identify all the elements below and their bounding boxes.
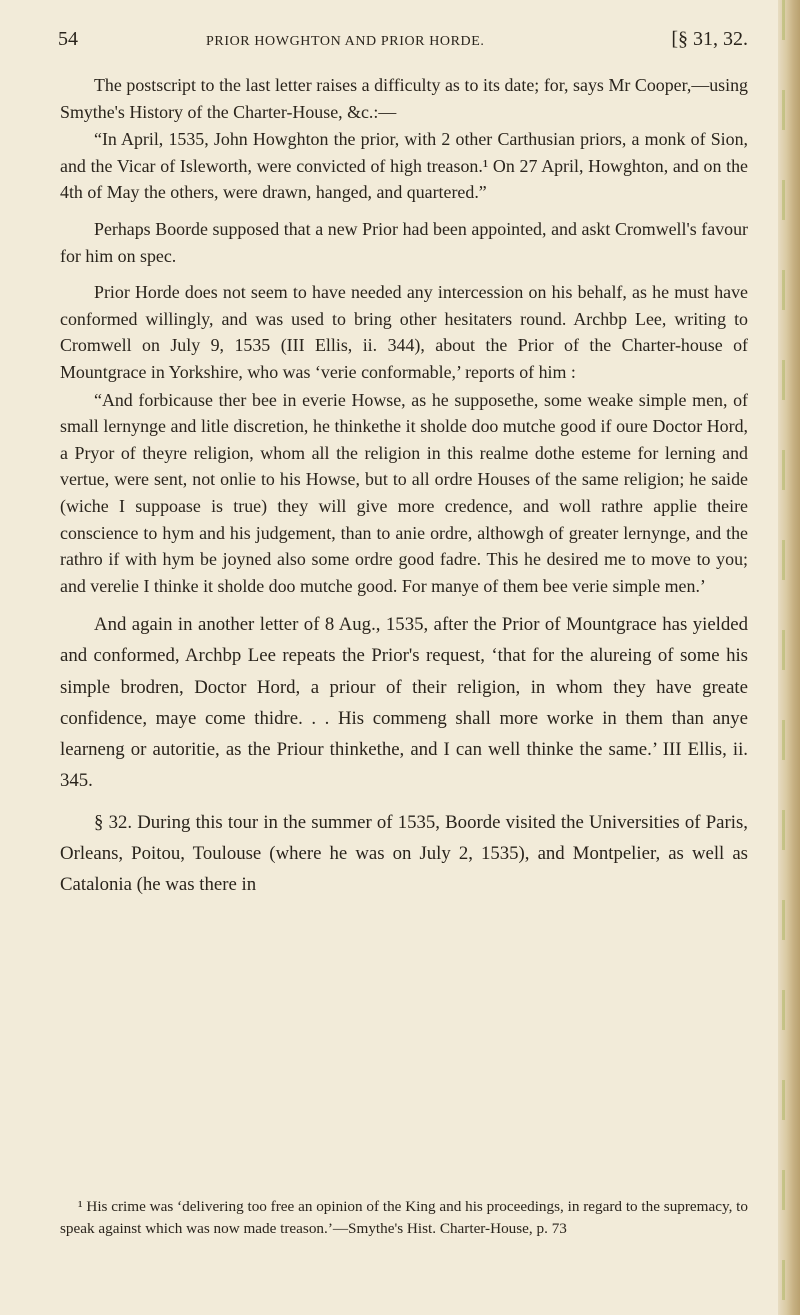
page-number: 54 <box>58 28 78 50</box>
page-edge <box>778 0 800 1315</box>
paragraph: And again in another letter of 8 Aug., 1535, after the Prior of Mountgrace has yielded and conformed, Archbp Lee repeats the Prior's request, ‘that for the alureing of some his simple brodren, Doctor Hord, a priour of their religion, in whom they have greate confidence, maye come thidre. . . His commeng shall more worke in them than anye learneng or autoritie, as the Priour thinkethe, and I can well thinke the same.’ III Ellis, ii. 345. <box>60 614 748 792</box>
footnote-text: ¹ His crime was ‘delivering too free an opinion of the King and his proceedings, in regard to the supremacy, to speak against which was now made treason.’—Smythe's Hist. Charter-House, p. 73 <box>60 1198 748 1237</box>
paragraph: Prior Horde does not seem to have needed any intercession on his behalf, as he must have conformed willingly, and was used to bring other hesitaters round. Archbp Lee, writing to Cromwell on July 9, 1535 (III Ellis, ii. 344), about the Prior of the Charter-house of Mountgrace in Yorkshire, who was ‘verie conformable,’ reports of him : <box>60 282 748 382</box>
section-paragraph: § 32. During this tour in the summer of 1535, Boorde visited the Universities of Paris, Orleans, Poitou, Toulouse (where he was on July 2, 1535), and Montpelier, as well as Catalonia (he was there in <box>60 811 748 895</box>
page-header <box>58 28 748 60</box>
paragraph: Perhaps Boorde supposed that a new Prior had been appointed, and askt Cromwell's favour for him on spec. <box>60 218 748 266</box>
running-head: PRIOR HOWGHTON AND PRIOR HORDE. <box>206 34 485 49</box>
quotation: “And forbicause ther bee in everie Howse, as he supposethe, some weake simple men, of small lernynge and litle discretion, he thinkethe it sholde doo mutche good if oure Doctor Hord, a Pryor of theyre religion, whom all the religion in this realme dothe esteme for lerning and vertue, were sent, not onlie to his Howse, but to all ordre Houses of the same religion; he saide (wiche I suppoase is true) they will give more credence, and woll rathre applie theire conscience to hym and his judgement, than to anie ordre, althowgh of greater lernynge, and the rathro if with hym be joyned also some ordre good fadre. This he desired me to move to you; and verelie I thinke it sholde doo mutche good. For manye of them bee verie simple men.’ <box>60 389 748 596</box>
paragraph: The postscript to the last letter raises a difficulty as to its date; for, says Mr Cooper,—using Smythe's History of the Charter-House, &c.:— <box>60 75 748 122</box>
section-reference: [§ 31, 32. <box>671 28 748 50</box>
body-text <box>60 72 748 900</box>
quotation: “In April, 1535, John Howghton the prior, with 2 other Carthusian priors, a monk of Sion, and the Vicar of Isleworth, were convicted of high treason.¹ On 27 April, Howghton, and on the 4th of May the others, were drawn, hanged, and quartered.” <box>60 129 748 203</box>
footnote <box>60 1196 748 1239</box>
